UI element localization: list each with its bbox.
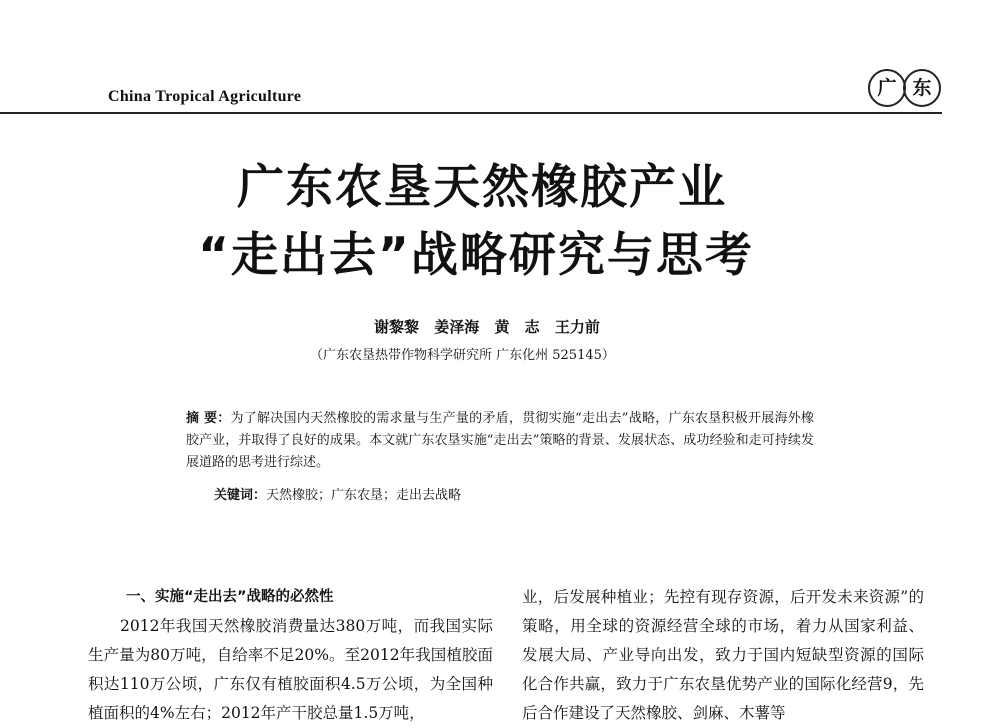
title-line-1: 广东农垦天然橡胶产业 — [237, 160, 727, 215]
province-badge-char-1: 广 — [868, 69, 906, 107]
left-paragraph: 2012年我国天然橡胶消费量达380万吨，而我国实际生产量为80万吨，自给率不足20%。至2012年我国植胶面积达110万公顷，广东仅有植胶面积4.5万公顷，为全国种植面积的4%左右；2012年产干胶总量1.5万吨， — [88, 617, 493, 722]
title-line-2: “走出去”战略研究与思考 — [198, 228, 754, 283]
province-badge-char-2: 东 — [903, 69, 941, 107]
abstract-label: 摘 要： — [186, 411, 231, 426]
keywords-text: 天然橡胶；广东农垦；走出去战略 — [266, 488, 462, 503]
abstract — [186, 408, 814, 474]
affiliation: （广东农垦热带作物科学研究所 广东化州 525145） — [310, 348, 615, 363]
section-heading: 一、实施“走出去”战略的必然性 — [126, 589, 334, 605]
journal-name: China Tropical Agriculture — [108, 88, 302, 105]
keywords-label: 关键词： — [214, 488, 267, 503]
keywords — [214, 484, 461, 503]
authors: 谢黎黎 姜泽海 黄 志 王力前 — [374, 318, 600, 336]
abstract-text: 为了解决国内天然橡胶的需求量与生产量的矛盾，贯彻实施“走出去”战略，广东农垦积极开展海外橡胶产业，并取得了良好的成果。本文就广东农垦实施“走出去”策略的背景、发展状态、成功经验和走可持续发展道路的思考进行综述。 — [186, 411, 814, 470]
header-rule — [0, 112, 942, 114]
right-paragraph: 业，后发展种植业；先控有现存资源，后开发未来资源”的策略，用全球的资源经营全球的市场，着力从国家利益、发展大局、产业导向出发，致力于国内短缺型资源的国际化合作共赢，致力于广东农垦优势产业的国际化经营9，先后合作建设了天然橡胶、剑麻、木薯等 — [522, 588, 924, 722]
body-right-column — [522, 583, 924, 728]
body-left-column — [88, 583, 493, 728]
